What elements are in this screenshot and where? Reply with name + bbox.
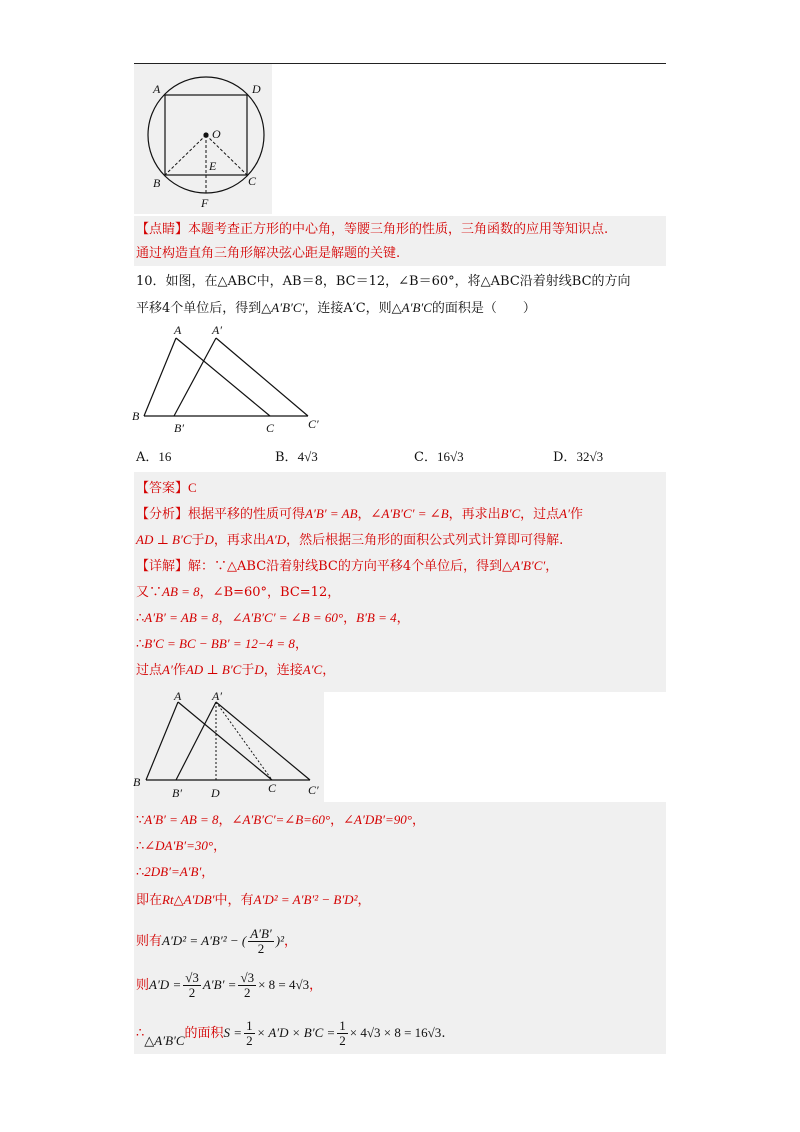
step1-text-e: ， bbox=[330, 813, 344, 828]
choice-d[interactable] bbox=[553, 446, 603, 465]
question-line1 bbox=[136, 272, 631, 292]
detail-math1b: △A′B′C′ bbox=[502, 558, 546, 573]
analysis-text1g: ，过点 bbox=[520, 507, 560, 522]
detail-text5c: 作 bbox=[172, 663, 186, 678]
fig1-label-A-prime: A′ bbox=[212, 323, 222, 337]
step7-math-e: × A′D × B′C = bbox=[256, 1025, 336, 1040]
step-line3 bbox=[136, 862, 214, 883]
step6-frac1-den: 2 bbox=[188, 985, 196, 1000]
step6-fraction-1 bbox=[183, 971, 201, 1000]
fig2-label-B-prime: B′ bbox=[172, 786, 182, 800]
translation-figure-2 bbox=[128, 690, 328, 802]
detail-text1a: 解：∵△ABC沿着射线BC的方向平移4个单位后，得到 bbox=[188, 559, 503, 574]
analysis-math1f: B′C bbox=[500, 506, 521, 521]
step7-text-a: ∴ bbox=[136, 1026, 145, 1041]
analysis-text2d: ，再求出 bbox=[213, 533, 266, 548]
step4-math-b: Rt△A′DB′ bbox=[162, 892, 215, 907]
detail-text4c: ， bbox=[294, 637, 308, 652]
center-dot bbox=[203, 132, 208, 137]
step-line6 bbox=[136, 968, 322, 1003]
fig2-label-A: A bbox=[174, 690, 182, 703]
fig1-label-A: A bbox=[174, 323, 182, 337]
step7-frac1-den: 2 bbox=[246, 1033, 253, 1048]
detail-text1c: ， bbox=[545, 559, 559, 574]
step7-frac2-num: 1 bbox=[339, 1018, 346, 1033]
step-line4 bbox=[136, 890, 370, 911]
label-O: O bbox=[212, 127, 221, 141]
detail-text3g: ， bbox=[396, 611, 410, 626]
step5-frac-num: A′B′ bbox=[250, 926, 272, 941]
answer-tag: 【答案】 bbox=[136, 481, 189, 496]
answer-value: C bbox=[188, 480, 197, 495]
step1-text-g: ， bbox=[411, 813, 425, 828]
question-line2 bbox=[136, 298, 536, 319]
step-line2 bbox=[136, 836, 226, 857]
step5-math-c: )² bbox=[275, 933, 285, 948]
step1-math-d: ∠A′B′C′=∠B=60° bbox=[231, 812, 331, 827]
fig1-label-B-prime: B′ bbox=[174, 421, 184, 435]
detail-line1 bbox=[136, 556, 558, 577]
detail-math5f: D bbox=[254, 662, 264, 677]
analysis-text1i: 作 bbox=[569, 507, 583, 522]
step6-frac1-num: √3 bbox=[185, 970, 199, 985]
detail-math3b: A′B′ = AB = 8 bbox=[144, 610, 219, 625]
analysis-text2f: ，然后根据三角形的面积公式列式计算即可得解. bbox=[286, 533, 564, 548]
step7-text-c: 的面积 bbox=[184, 1026, 224, 1041]
question-text2e: 的面积是（ ） bbox=[431, 301, 536, 316]
step2-math-b: ∠DA′B′=30° bbox=[144, 838, 214, 853]
detail-math5b: A′ bbox=[162, 662, 173, 677]
choice-a-letter: A． bbox=[136, 450, 159, 465]
step6-fraction-2 bbox=[238, 971, 256, 1000]
detail-text2a: 又∵ bbox=[136, 585, 163, 600]
analysis-math2c: D bbox=[204, 532, 214, 547]
step7-frac1-num: 1 bbox=[246, 1018, 253, 1033]
dianjing-line2 bbox=[136, 244, 400, 264]
step7-fraction-2 bbox=[337, 1019, 348, 1048]
step4-text-e: ， bbox=[357, 893, 371, 908]
step6-frac2-den: 2 bbox=[244, 985, 251, 1000]
analysis-line2 bbox=[136, 530, 563, 551]
step5-frac-den: 2 bbox=[257, 941, 265, 956]
detail-text4a: ∴ bbox=[136, 637, 145, 652]
step5-text-d: ， bbox=[284, 934, 298, 949]
label-C: C bbox=[248, 174, 257, 188]
detail-math4b: B′C = BC − BB′ = 12−4 = 8 bbox=[144, 636, 295, 651]
step7-fraction-1 bbox=[244, 1019, 255, 1048]
step7-frac2-den: 2 bbox=[339, 1033, 346, 1048]
choice-a[interactable] bbox=[136, 446, 171, 465]
detail-math2b: AB = 8 bbox=[162, 584, 200, 599]
fig2-label-A-prime: A′ bbox=[212, 690, 222, 703]
step3-text-a: ∴ bbox=[136, 865, 145, 880]
choice-b-letter: B． bbox=[275, 450, 298, 465]
detail-tag: 【详解】 bbox=[136, 559, 189, 574]
step6-frac2-num: √3 bbox=[240, 970, 255, 985]
step1-math-f: ∠A′DB′=90° bbox=[343, 812, 412, 827]
analysis-math1h: A′ bbox=[559, 506, 570, 521]
detail-math3f: B′B = 4 bbox=[356, 610, 397, 625]
choice-d-letter: D． bbox=[553, 450, 577, 465]
fig2-label-D: D bbox=[211, 786, 220, 800]
detail-line2 bbox=[136, 582, 340, 603]
fig2-label-C: C bbox=[268, 781, 277, 795]
choice-d-value: 32√3 bbox=[576, 449, 604, 464]
label-F: F bbox=[201, 196, 209, 210]
label-D: D bbox=[252, 82, 261, 96]
analysis-math2e: A′D bbox=[265, 532, 287, 547]
step2-text-a: ∴ bbox=[136, 839, 145, 854]
step2-text-c: ， bbox=[213, 839, 227, 854]
detail-line3 bbox=[136, 608, 410, 629]
detail-text5e: 于 bbox=[241, 663, 255, 678]
question-math-a1b1c1: A′B′C′ bbox=[271, 300, 305, 315]
step-line5 bbox=[136, 924, 297, 959]
choice-b[interactable] bbox=[275, 446, 318, 465]
step7-text-g: . bbox=[441, 1026, 446, 1041]
label-B: B bbox=[153, 176, 161, 190]
dianjing-text2: 通过构造直角三角形解决弦心距是解题的关键. bbox=[136, 246, 401, 261]
label-E: E bbox=[209, 159, 217, 173]
analysis-math1d: ∠A′B′C′ = ∠B bbox=[370, 506, 449, 521]
step7-math-b: △A′B′C bbox=[144, 1033, 185, 1048]
circle-square-figure bbox=[134, 64, 272, 214]
step4-text-c: 中，有 bbox=[214, 893, 254, 908]
choice-a-value: 16 bbox=[158, 449, 172, 464]
question-text2c: ，连接A′C，则△ bbox=[304, 301, 402, 316]
question-math-a1b1c: A′B′C bbox=[401, 300, 432, 315]
analysis-text1a: 根据平移的性质可得 bbox=[188, 507, 306, 522]
detail-text5g: ，连接 bbox=[263, 663, 303, 678]
step-line1 bbox=[136, 810, 425, 831]
answer-line bbox=[136, 478, 197, 499]
step7-math-d: S = bbox=[223, 1025, 243, 1040]
analysis-math1b: A′B′ = AB bbox=[305, 506, 358, 521]
detail-text2c: ，∠B=60°，BC=12， bbox=[199, 585, 341, 600]
step6-text-a: 则 bbox=[136, 978, 150, 993]
fig1-label-B: B bbox=[132, 409, 140, 423]
step-line7 bbox=[136, 1016, 445, 1058]
dashed-ob bbox=[165, 135, 206, 175]
detail-line5 bbox=[136, 660, 335, 681]
step3-math-b: 2DB′=A′B′ bbox=[144, 864, 202, 879]
step7-math-f: × 4√3 × 8 = 16√3 bbox=[349, 1025, 442, 1040]
dianjing-text1: 本题考查正方形的中心角，等腰三角形的性质，三角函数的应用等知识点. bbox=[188, 222, 609, 237]
step6-math-b: A′D = bbox=[149, 977, 182, 992]
step1-math-b: A′B′ = AB = 8 bbox=[144, 812, 219, 827]
fig1-label-C: C bbox=[266, 421, 275, 435]
detail-text3a: ∴ bbox=[136, 611, 145, 626]
step6-math-d: × 8 = 4√3 bbox=[258, 977, 310, 992]
fig1-label-C-prime: C′ bbox=[308, 417, 319, 431]
step6-text-e: ， bbox=[309, 978, 323, 993]
step6-math-c: A′B′ = bbox=[202, 977, 237, 992]
detail-line4 bbox=[136, 634, 308, 655]
translation-figure-1 bbox=[130, 320, 330, 436]
analysis-line1 bbox=[136, 504, 583, 525]
detail-text5i: ， bbox=[322, 663, 336, 678]
detail-text3e: ， bbox=[343, 611, 357, 626]
fig2-label-B: B bbox=[133, 775, 141, 789]
dianjing-line1 bbox=[136, 220, 608, 240]
choice-c-letter: C． bbox=[414, 450, 437, 465]
step5-text-a: 则有 bbox=[136, 934, 163, 949]
label-A: A bbox=[153, 82, 161, 96]
analysis-text2b: 于 bbox=[191, 533, 205, 548]
step5-fraction bbox=[248, 927, 274, 956]
step1-text-a: ∵ bbox=[136, 813, 145, 828]
choice-b-value: 4√3 bbox=[297, 449, 318, 464]
analysis-text1c: ， bbox=[357, 507, 371, 522]
step5-math-b: A′D² = A′B′² − ( bbox=[162, 933, 247, 948]
question-text2a: 平移4个单位后，得到△ bbox=[136, 301, 272, 316]
step4-math-d: A′D² = A′B′² − B′D² bbox=[253, 892, 358, 907]
analysis-math2a: AD ⊥ B′C bbox=[136, 532, 192, 547]
fig2-label-C-prime: C′ bbox=[308, 783, 319, 797]
choice-c[interactable] bbox=[414, 446, 464, 465]
step1-text-c: ， bbox=[218, 813, 232, 828]
detail-math5h: A′C bbox=[302, 662, 323, 677]
step4-text-a: 即在 bbox=[136, 893, 163, 908]
dianjing-tag: 【点睛】 bbox=[136, 222, 189, 237]
analysis-tag: 【分析】 bbox=[136, 507, 189, 522]
step3-text-c: ， bbox=[201, 865, 215, 880]
detail-text5a: 过点 bbox=[136, 663, 163, 678]
question-text1: 10．如图，在△ABC中，AB＝8，BC＝12，∠B＝60°，将△ABC沿着射线BC的方向 bbox=[136, 274, 631, 289]
detail-math5d: AD ⊥ B′C bbox=[185, 662, 242, 677]
choice-c-value: 16√3 bbox=[436, 449, 464, 464]
detail-math3d: ∠A′B′C′ = ∠B = 60° bbox=[231, 610, 344, 625]
detail-text3c: ， bbox=[218, 611, 232, 626]
analysis-text1e: ，再求出 bbox=[448, 507, 501, 522]
